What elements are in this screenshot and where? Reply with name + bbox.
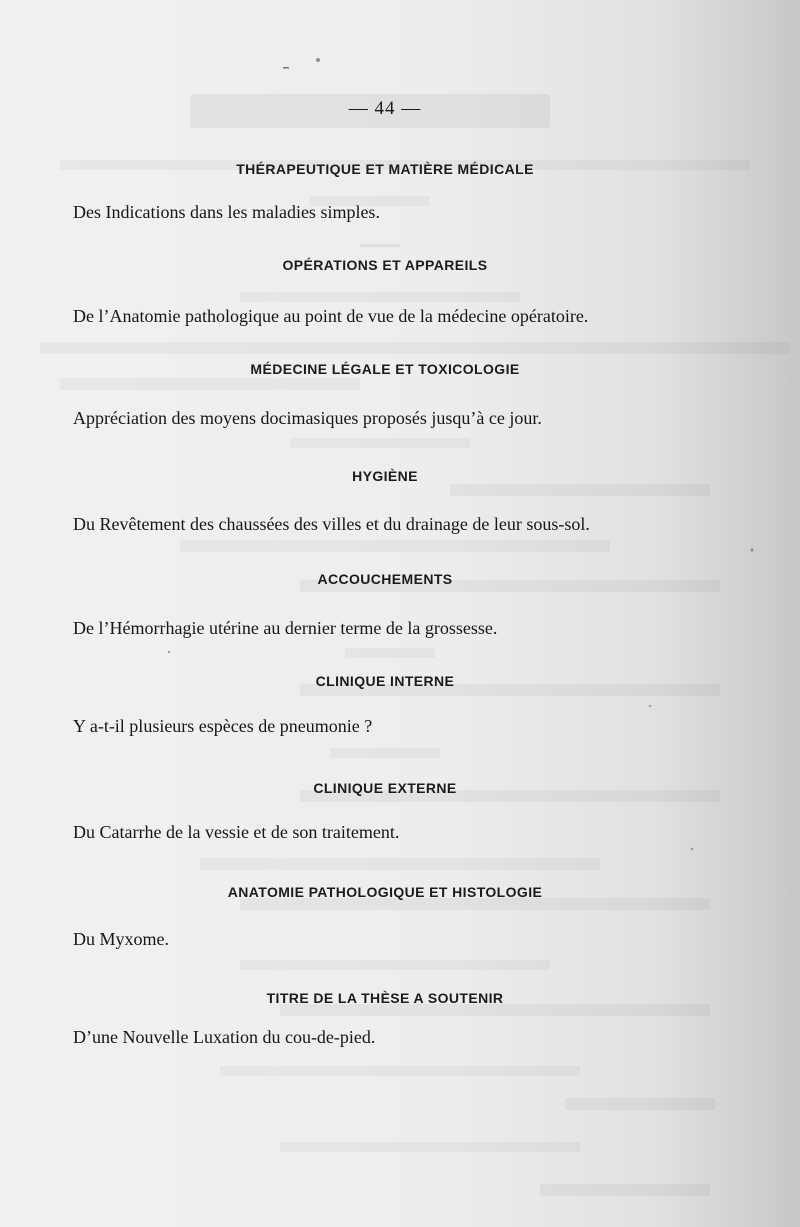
section-heading: CLINIQUE INTERNE: [315, 673, 455, 689]
section-text: Du Revêtement des chaussées des villes et du drainage de leur sous-sol.: [73, 514, 590, 534]
section-heading: TITRE DE LA THÈSE A SOUTENIR: [266, 990, 504, 1006]
section-text: Du Myxome.: [73, 929, 169, 949]
section-text: De l’Hémorrhagie utérine au dernier terme de la grossesse.: [73, 618, 498, 638]
section-text: De l’Anatomie pathologique au point de vue de la médecine opératoire.: [73, 306, 589, 326]
section-heading: THÉRAPEUTIQUE ET MATIÈRE MÉDICALE: [236, 161, 534, 177]
section-heading: MÉDECINE LÉGALE ET TOXICOLOGIE: [250, 361, 520, 377]
section-heading: CLINIQUE EXTERNE: [313, 780, 457, 796]
section-heading: HYGIÈNE: [352, 468, 418, 484]
section-text: D’une Nouvelle Luxation du cou-de-pied.: [73, 1027, 376, 1047]
section-text: Du Catarrhe de la vessie et de son traitement.: [73, 822, 400, 842]
section-heading: ACCOUCHEMENTS: [317, 571, 453, 587]
section-heading: ANATOMIE PATHOLOGIQUE ET HISTOLOGIE: [227, 884, 543, 900]
section-text: Y a-t-il plusieurs espèces de pneumonie ?: [73, 716, 373, 736]
section-heading: OPÉRATIONS ET APPAREILS: [282, 257, 488, 273]
section-text: Des Indications dans les maladies simples.: [73, 202, 380, 222]
section-text: Appréciation des moyens docimasiques proposés jusqu’à ce jour.: [73, 408, 542, 428]
page-number: — 44 —: [348, 98, 422, 119]
